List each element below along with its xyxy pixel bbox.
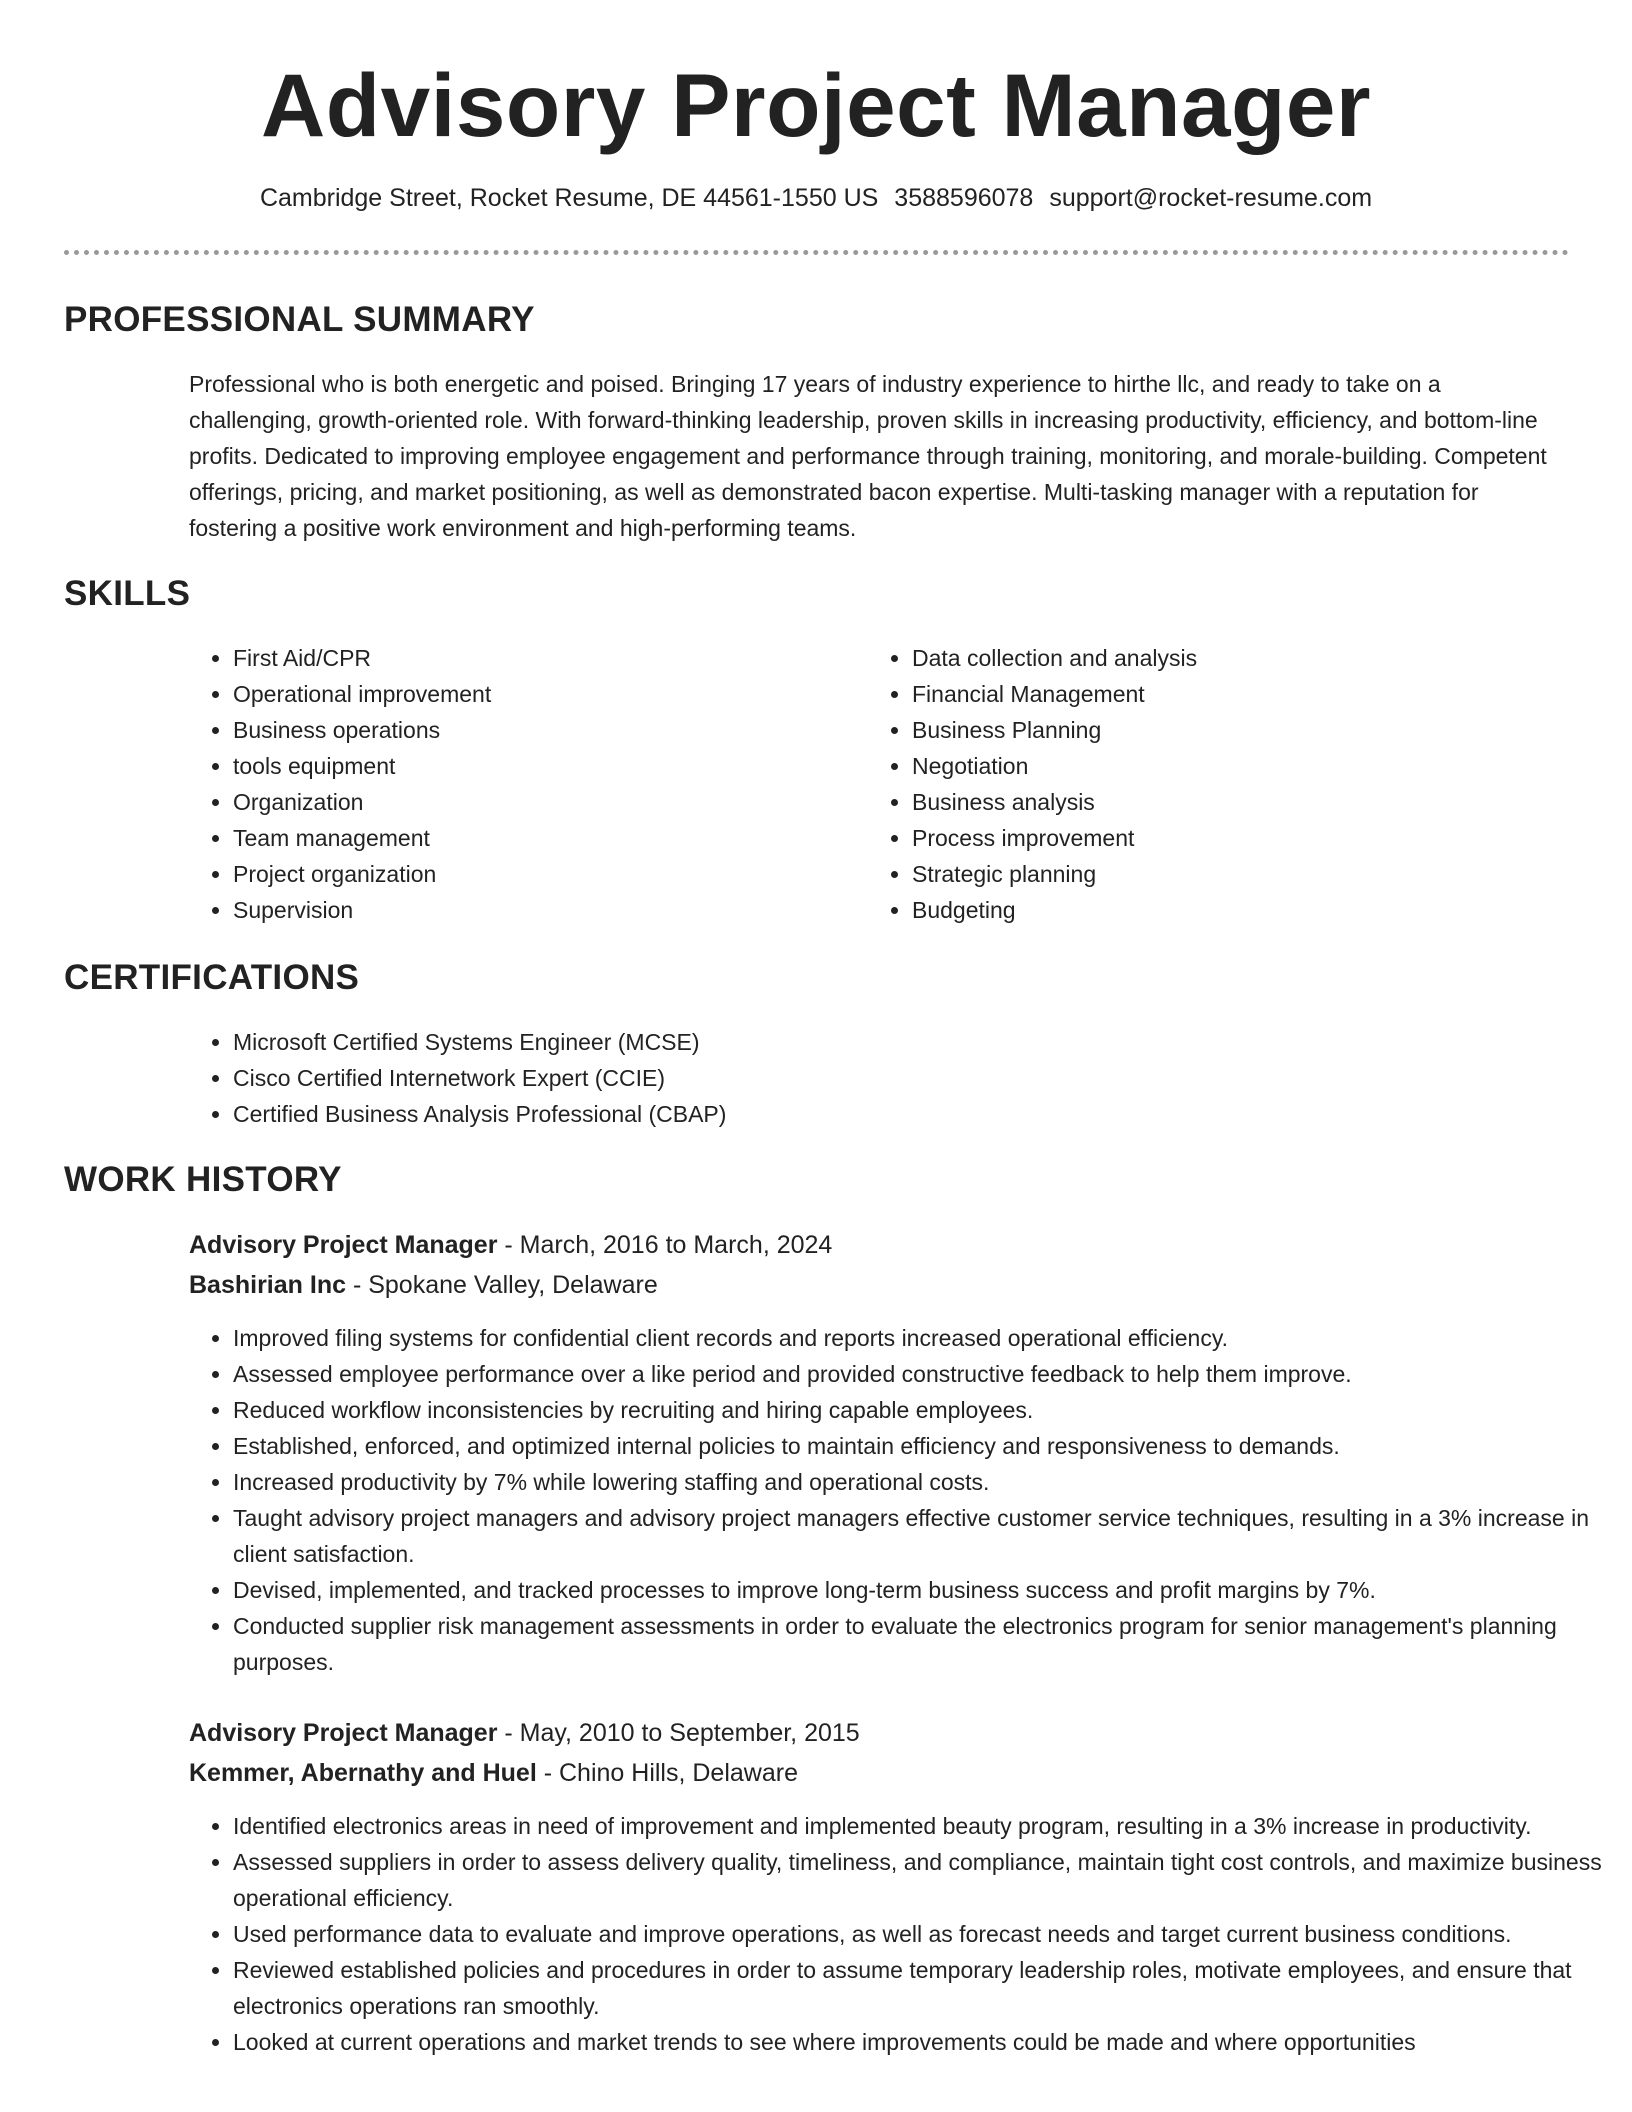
job-bullet: • Improved filing systems for confidential client records and reports increased operational efficiency. — [233, 1320, 1613, 1356]
skill-item: • Business analysis — [912, 784, 1562, 820]
job-bullet: • Reviewed established policies and procedures in order to assume temporary leadership roles, motivate employees, and ensure that electronics operations ran smoothly. — [233, 1952, 1613, 2024]
job-bullet: • Used performance data to evaluate and improve operations, as well as forecast needs and target current business conditions. — [233, 1916, 1613, 1952]
work-history-heading: WORK HISTORY — [64, 1160, 342, 1199]
job-bullet: • Assessed employee performance over a like period and provided constructive feedback to help them improve. — [233, 1356, 1613, 1392]
job-company: Bashirian Inc — [189, 1271, 346, 1299]
job-bullet: • Taught advisory project managers and advisory project managers effective customer service techniques, resulting in a 3% increase in client satisfaction. — [233, 1500, 1613, 1572]
skill-item: • Process improvement — [912, 820, 1562, 856]
contact-email[interactable]: support@rocket-resume.com — [1049, 184, 1373, 212]
job-company: Kemmer, Abernathy and Huel — [189, 1759, 537, 1787]
skill-item: • Project organization — [233, 856, 853, 892]
job-location: - Chino Hills, Delaware — [536, 1759, 798, 1787]
job-bullet: • Looked at current operations and market trends to see where improvements could be made and where opportunities — [233, 2024, 1613, 2060]
job-company-line — [189, 1265, 658, 1305]
job-bullet: • Assessed suppliers in order to assess delivery quality, timeliness, and compliance, maintain tight cost controls, and maximize business operational efficiency. — [233, 1844, 1613, 1916]
job-bullets — [189, 1320, 1613, 1680]
header-divider — [64, 250, 1569, 255]
job-title-line — [189, 1225, 832, 1265]
skill-item: • Negotiation — [912, 748, 1562, 784]
skill-item: • Organization — [233, 784, 853, 820]
contact-info — [0, 182, 1632, 214]
skill-item: • Business Planning — [912, 712, 1562, 748]
candidate-name: Advisory Project Manager — [260, 55, 1372, 155]
skills-list-right — [868, 640, 1562, 928]
summary-text: Professional who is both energetic and poised. Bringing 17 years of industry experience to hirthe llc, and ready to take on a challenging, growth-oriented role. With forward-thinking leadership, proven skills in increasing productivity, efficiency, and bottom-line profits. Dedicated to improving employee engagement and performance through training, monitoring, and morale-building. Competent offerings, pricing, and market positioning, as well as demonstrated bacon expertise. Multi-tasking manager with a reputation for fostering a positive work environment and high-performing teams. — [189, 371, 1547, 541]
skill-item: • Team management — [233, 820, 853, 856]
job-bullet: • Established, enforced, and optimized internal policies to maintain efficiency and responsiveness to demands. — [233, 1428, 1613, 1464]
job-bullet: • Increased productivity by 7% while lowering staffing and operational costs. — [233, 1464, 1613, 1500]
certification-item: • Cisco Certified Internetwork Expert (CCIE) — [233, 1060, 1573, 1096]
job-role: Advisory Project Manager — [189, 1719, 498, 1747]
job-bullet: • Devised, implemented, and tracked processes to improve long-term business success and profit margins by 7%. — [233, 1572, 1613, 1608]
job-bullet: • Reduced workflow inconsistencies by recruiting and hiring capable employees. — [233, 1392, 1613, 1428]
job-location: - Spokane Valley, Delaware — [346, 1271, 658, 1299]
job-company-line — [189, 1753, 798, 1793]
skill-item: • Supervision — [233, 892, 853, 928]
certification-item: • Microsoft Certified Systems Engineer (MCSE) — [233, 1024, 1573, 1060]
summary-heading: PROFESSIONAL SUMMARY — [64, 300, 535, 339]
job-bullet: • Conducted supplier risk management assessments in order to evaluate the electronics program for senior management's planning purposes. — [233, 1608, 1613, 1680]
contact-phone: 3588596078 — [894, 184, 1034, 212]
skill-item: • First Aid/CPR — [233, 640, 853, 676]
skill-item: • Business operations — [233, 712, 853, 748]
skill-item: • tools equipment — [233, 748, 853, 784]
job-title-line — [189, 1713, 860, 1753]
skill-item: • Strategic planning — [912, 856, 1562, 892]
contact-address: Cambridge Street, Rocket Resume, DE 44561-1550 US — [259, 184, 879, 212]
job-dates: - May, 2010 to September, 2015 — [497, 1719, 860, 1747]
certifications-heading: CERTIFICATIONS — [64, 958, 360, 997]
certifications-list — [189, 1024, 1573, 1132]
job-role: Advisory Project Manager — [189, 1231, 498, 1259]
job-bullets — [189, 1808, 1613, 2060]
skills-list-left — [189, 640, 853, 928]
job-dates: - March, 2016 to March, 2024 — [497, 1231, 833, 1259]
skill-item: • Financial Management — [912, 676, 1562, 712]
job-bullet: • Identified electronics areas in need of improvement and implemented beauty program, resulting in a 3% increase in productivity. — [233, 1808, 1613, 1844]
skills-heading: SKILLS — [64, 574, 191, 613]
certification-item: • Certified Business Analysis Professional (CBAP) — [233, 1096, 1573, 1132]
skill-item: • Budgeting — [912, 892, 1562, 928]
skill-item: • Operational improvement — [233, 676, 853, 712]
skill-item: • Data collection and analysis — [912, 640, 1562, 676]
